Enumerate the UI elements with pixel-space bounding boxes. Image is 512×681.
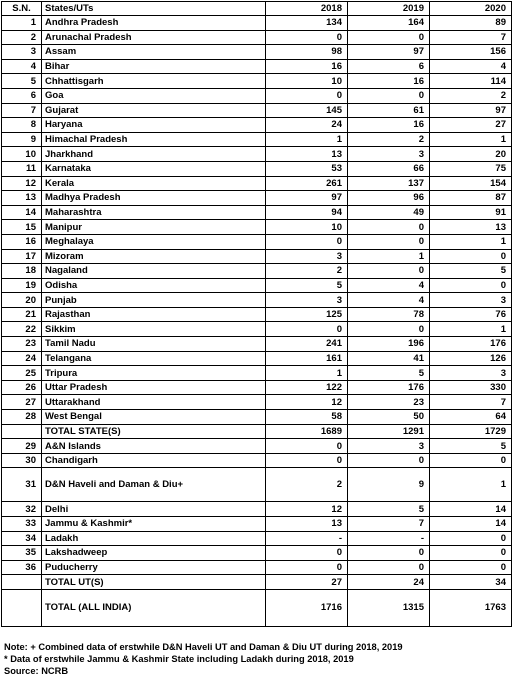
table-row — [2, 16, 512, 31]
table-row — [2, 118, 512, 133]
cell-sn: 30 — [2, 453, 42, 468]
cell-sn: 14 — [2, 205, 42, 220]
header-states-uts: States/UTs — [42, 2, 266, 16]
cell-state-ut: Uttarakhand — [42, 395, 266, 410]
table-row — [2, 439, 512, 454]
cell-sn: 2 — [2, 30, 42, 45]
cell-value-2020: 1729 — [430, 424, 512, 439]
cell-sn — [2, 575, 42, 590]
table-header-row — [2, 2, 512, 16]
cell-value-2018: 16 — [266, 59, 348, 74]
cell-value-2018: 125 — [266, 307, 348, 322]
cell-sn: 22 — [2, 322, 42, 337]
header-2018: 2018 — [266, 2, 348, 16]
cell-value-2019: - — [348, 531, 430, 546]
cell-sn: 12 — [2, 176, 42, 191]
cell-value-2020: 176 — [430, 337, 512, 352]
cell-value-2020: 2 — [430, 88, 512, 103]
table-row — [2, 278, 512, 293]
table-row — [2, 531, 512, 546]
cell-value-2020: 0 — [430, 249, 512, 264]
table-row — [2, 264, 512, 279]
cell-value-2019: 1291 — [348, 424, 430, 439]
cell-value-2018: 12 — [266, 395, 348, 410]
cell-value-2018: 98 — [266, 45, 348, 60]
cell-state-ut: Punjab — [42, 293, 266, 308]
cell-state-ut: Andhra Pradesh — [42, 16, 266, 31]
cell-value-2018: 261 — [266, 176, 348, 191]
cell-value-2019: 16 — [348, 118, 430, 133]
cell-sn: 29 — [2, 439, 42, 454]
cell-sn: 10 — [2, 147, 42, 162]
table-row — [2, 410, 512, 425]
table-row — [2, 517, 512, 532]
cell-value-2019: 41 — [348, 351, 430, 366]
cell-sn: 24 — [2, 351, 42, 366]
cell-value-2020: 1 — [430, 234, 512, 249]
cell-state-ut: Haryana — [42, 118, 266, 133]
cell-value-2019: 23 — [348, 395, 430, 410]
cell-state-ut: Chhattisgarh — [42, 74, 266, 89]
cell-value-2019: 3 — [348, 439, 430, 454]
cell-value-2020: 0 — [430, 531, 512, 546]
cell-sn: 4 — [2, 59, 42, 74]
cell-sn: 17 — [2, 249, 42, 264]
cell-value-2020: 14 — [430, 517, 512, 532]
cell-value-2018: 0 — [266, 560, 348, 575]
total-states-row — [2, 424, 512, 439]
cell-value-2018: 1 — [266, 366, 348, 381]
cell-value-2018: 0 — [266, 322, 348, 337]
state-ut-data-table — [1, 1, 512, 627]
cell-state-ut: Jharkhand — [42, 147, 266, 162]
table-row — [2, 191, 512, 206]
cell-sn: 7 — [2, 103, 42, 118]
note-jk: * Data of erstwhile Jammu & Kashmir State including Ladakh during 2018, 2019 — [4, 654, 354, 664]
cell-sn: 9 — [2, 132, 42, 147]
table-row — [2, 147, 512, 162]
note-dnh-dd: Note: + Combined data of erstwhile D&N Haveli UT and Daman & Diu UT during 2018, 2019 — [4, 642, 403, 652]
cell-state-ut: TOTAL UT(S) — [42, 575, 266, 590]
footnotes — [4, 641, 509, 677]
cell-state-ut: Delhi — [42, 502, 266, 517]
cell-sn: 18 — [2, 264, 42, 279]
header-sn: S.N. — [2, 2, 42, 16]
cell-state-ut: Jammu & Kashmir* — [42, 517, 266, 532]
cell-value-2019: 66 — [348, 161, 430, 176]
cell-value-2018: 134 — [266, 16, 348, 31]
cell-sn: 33 — [2, 517, 42, 532]
cell-value-2020: 330 — [430, 380, 512, 395]
cell-state-ut: Sikkim — [42, 322, 266, 337]
cell-value-2019: 4 — [348, 278, 430, 293]
cell-value-2018: - — [266, 531, 348, 546]
cell-state-ut: Ladakh — [42, 531, 266, 546]
cell-value-2020: 1 — [430, 468, 512, 502]
cell-sn: 28 — [2, 410, 42, 425]
table-row — [2, 220, 512, 235]
cell-value-2020: 114 — [430, 74, 512, 89]
cell-value-2018: 5 — [266, 278, 348, 293]
cell-value-2019: 196 — [348, 337, 430, 352]
cell-value-2020: 76 — [430, 307, 512, 322]
cell-value-2018: 58 — [266, 410, 348, 425]
cell-value-2018: 97 — [266, 191, 348, 206]
cell-value-2020: 3 — [430, 293, 512, 308]
cell-value-2019: 16 — [348, 74, 430, 89]
cell-sn: 21 — [2, 307, 42, 322]
cell-value-2019: 61 — [348, 103, 430, 118]
cell-value-2019: 78 — [348, 307, 430, 322]
cell-value-2018: 27 — [266, 575, 348, 590]
cell-sn: 20 — [2, 293, 42, 308]
table-row — [2, 366, 512, 381]
cell-state-ut: Assam — [42, 45, 266, 60]
cell-value-2019: 50 — [348, 410, 430, 425]
cell-sn: 11 — [2, 161, 42, 176]
cell-value-2020: 64 — [430, 410, 512, 425]
table-row — [2, 293, 512, 308]
cell-value-2018: 2 — [266, 264, 348, 279]
cell-value-2019: 1 — [348, 249, 430, 264]
cell-value-2018: 53 — [266, 161, 348, 176]
cell-value-2019: 0 — [348, 453, 430, 468]
cell-sn: 31 — [2, 468, 42, 502]
cell-state-ut: Uttar Pradesh — [42, 380, 266, 395]
cell-value-2020: 1763 — [430, 589, 512, 626]
cell-value-2019: 5 — [348, 502, 430, 517]
grand-total-row — [2, 589, 512, 626]
cell-value-2018: 122 — [266, 380, 348, 395]
cell-state-ut: D&N Haveli and Daman & Diu+ — [42, 468, 266, 502]
cell-sn: 35 — [2, 546, 42, 561]
cell-sn: 8 — [2, 118, 42, 133]
cell-state-ut: Arunachal Pradesh — [42, 30, 266, 45]
table-row — [2, 234, 512, 249]
cell-state-ut: Goa — [42, 88, 266, 103]
cell-value-2019: 3 — [348, 147, 430, 162]
cell-state-ut: Nagaland — [42, 264, 266, 279]
cell-sn: 36 — [2, 560, 42, 575]
cell-value-2019: 4 — [348, 293, 430, 308]
cell-value-2018: 0 — [266, 439, 348, 454]
cell-state-ut: TOTAL STATE(S) — [42, 424, 266, 439]
cell-sn: 15 — [2, 220, 42, 235]
cell-sn: 25 — [2, 366, 42, 381]
cell-value-2018: 13 — [266, 147, 348, 162]
cell-value-2020: 0 — [430, 278, 512, 293]
cell-state-ut: Kerala — [42, 176, 266, 191]
cell-value-2020: 0 — [430, 546, 512, 561]
cell-value-2020: 3 — [430, 366, 512, 381]
cell-sn: 32 — [2, 502, 42, 517]
cell-sn: 5 — [2, 74, 42, 89]
cell-value-2019: 49 — [348, 205, 430, 220]
cell-state-ut: A&N Islands — [42, 439, 266, 454]
table-row — [2, 468, 512, 502]
cell-value-2019: 0 — [348, 30, 430, 45]
cell-value-2018: 24 — [266, 118, 348, 133]
cell-value-2020: 154 — [430, 176, 512, 191]
cell-value-2019: 6 — [348, 59, 430, 74]
cell-value-2020: 14 — [430, 502, 512, 517]
table-row — [2, 560, 512, 575]
table-row — [2, 176, 512, 191]
cell-state-ut: Karnataka — [42, 161, 266, 176]
cell-value-2018: 145 — [266, 103, 348, 118]
table-row — [2, 103, 512, 118]
cell-value-2018: 2 — [266, 468, 348, 502]
cell-sn: 16 — [2, 234, 42, 249]
cell-state-ut: Rajasthan — [42, 307, 266, 322]
cell-state-ut: Tamil Nadu — [42, 337, 266, 352]
cell-state-ut: Meghalaya — [42, 234, 266, 249]
table-row — [2, 30, 512, 45]
table-row — [2, 205, 512, 220]
cell-value-2019: 176 — [348, 380, 430, 395]
cell-value-2020: 7 — [430, 30, 512, 45]
cell-value-2020: 20 — [430, 147, 512, 162]
cell-value-2020: 126 — [430, 351, 512, 366]
cell-value-2018: 161 — [266, 351, 348, 366]
cell-state-ut: Puducherry — [42, 560, 266, 575]
cell-value-2020: 1 — [430, 132, 512, 147]
cell-value-2018: 0 — [266, 546, 348, 561]
table-row — [2, 337, 512, 352]
cell-value-2018: 1 — [266, 132, 348, 147]
table-body — [2, 16, 512, 627]
header-2020: 2020 — [430, 2, 512, 16]
cell-value-2019: 0 — [348, 560, 430, 575]
cell-value-2019: 9 — [348, 468, 430, 502]
cell-state-ut: TOTAL (ALL INDIA) — [42, 589, 266, 626]
cell-state-ut: Himachal Pradesh — [42, 132, 266, 147]
cell-state-ut: Tripura — [42, 366, 266, 381]
cell-sn: 27 — [2, 395, 42, 410]
cell-state-ut: Chandigarh — [42, 453, 266, 468]
cell-sn: 34 — [2, 531, 42, 546]
cell-value-2018: 10 — [266, 74, 348, 89]
table-row — [2, 307, 512, 322]
crime-data-document — [1, 1, 511, 627]
table-row — [2, 546, 512, 561]
cell-value-2020: 5 — [430, 439, 512, 454]
cell-state-ut: Mizoram — [42, 249, 266, 264]
cell-state-ut: Madhya Pradesh — [42, 191, 266, 206]
cell-value-2018: 0 — [266, 30, 348, 45]
cell-value-2018: 0 — [266, 88, 348, 103]
cell-value-2019: 164 — [348, 16, 430, 31]
cell-sn — [2, 424, 42, 439]
cell-value-2020: 0 — [430, 560, 512, 575]
cell-sn: 6 — [2, 88, 42, 103]
cell-state-ut: Bihar — [42, 59, 266, 74]
cell-sn: 19 — [2, 278, 42, 293]
cell-value-2020: 75 — [430, 161, 512, 176]
table-row — [2, 380, 512, 395]
table-row — [2, 322, 512, 337]
cell-value-2019: 5 — [348, 366, 430, 381]
table-row — [2, 249, 512, 264]
cell-value-2020: 97 — [430, 103, 512, 118]
cell-state-ut: Gujarat — [42, 103, 266, 118]
cell-value-2020: 27 — [430, 118, 512, 133]
cell-value-2019: 137 — [348, 176, 430, 191]
table-row — [2, 502, 512, 517]
cell-sn: 23 — [2, 337, 42, 352]
cell-value-2020: 5 — [430, 264, 512, 279]
cell-sn: 3 — [2, 45, 42, 60]
cell-value-2020: 156 — [430, 45, 512, 60]
cell-value-2018: 3 — [266, 249, 348, 264]
cell-value-2019: 0 — [348, 88, 430, 103]
cell-value-2020: 7 — [430, 395, 512, 410]
header-2019: 2019 — [348, 2, 430, 16]
cell-value-2020: 13 — [430, 220, 512, 235]
table-row — [2, 59, 512, 74]
table-row — [2, 132, 512, 147]
cell-value-2018: 1716 — [266, 589, 348, 626]
cell-value-2020: 34 — [430, 575, 512, 590]
cell-state-ut: Telangana — [42, 351, 266, 366]
cell-value-2018: 241 — [266, 337, 348, 352]
note-source: Source: NCRB — [4, 666, 69, 676]
cell-state-ut: Lakshadweep — [42, 546, 266, 561]
table-row — [2, 74, 512, 89]
cell-value-2019: 1315 — [348, 589, 430, 626]
cell-value-2020: 4 — [430, 59, 512, 74]
cell-value-2018: 0 — [266, 453, 348, 468]
cell-value-2018: 10 — [266, 220, 348, 235]
table-row — [2, 161, 512, 176]
cell-value-2019: 97 — [348, 45, 430, 60]
cell-value-2018: 12 — [266, 502, 348, 517]
total-uts-row — [2, 575, 512, 590]
cell-value-2018: 94 — [266, 205, 348, 220]
cell-sn: 26 — [2, 380, 42, 395]
table-row — [2, 88, 512, 103]
cell-value-2018: 3 — [266, 293, 348, 308]
cell-value-2020: 91 — [430, 205, 512, 220]
cell-value-2019: 0 — [348, 264, 430, 279]
cell-sn: 1 — [2, 16, 42, 31]
cell-value-2019: 0 — [348, 220, 430, 235]
table-row — [2, 453, 512, 468]
cell-value-2019: 24 — [348, 575, 430, 590]
cell-value-2018: 0 — [266, 234, 348, 249]
cell-sn — [2, 589, 42, 626]
cell-value-2020: 87 — [430, 191, 512, 206]
cell-value-2018: 13 — [266, 517, 348, 532]
cell-value-2020: 1 — [430, 322, 512, 337]
cell-value-2019: 7 — [348, 517, 430, 532]
cell-value-2018: 1689 — [266, 424, 348, 439]
cell-value-2019: 0 — [348, 322, 430, 337]
table-row — [2, 45, 512, 60]
cell-value-2020: 0 — [430, 453, 512, 468]
cell-sn: 13 — [2, 191, 42, 206]
cell-state-ut: Odisha — [42, 278, 266, 293]
cell-value-2019: 2 — [348, 132, 430, 147]
table-row — [2, 351, 512, 366]
cell-value-2020: 89 — [430, 16, 512, 31]
cell-value-2019: 96 — [348, 191, 430, 206]
cell-state-ut: West Bengal — [42, 410, 266, 425]
cell-state-ut: Maharashtra — [42, 205, 266, 220]
cell-value-2019: 0 — [348, 234, 430, 249]
cell-value-2019: 0 — [348, 546, 430, 561]
cell-state-ut: Manipur — [42, 220, 266, 235]
table-row — [2, 395, 512, 410]
